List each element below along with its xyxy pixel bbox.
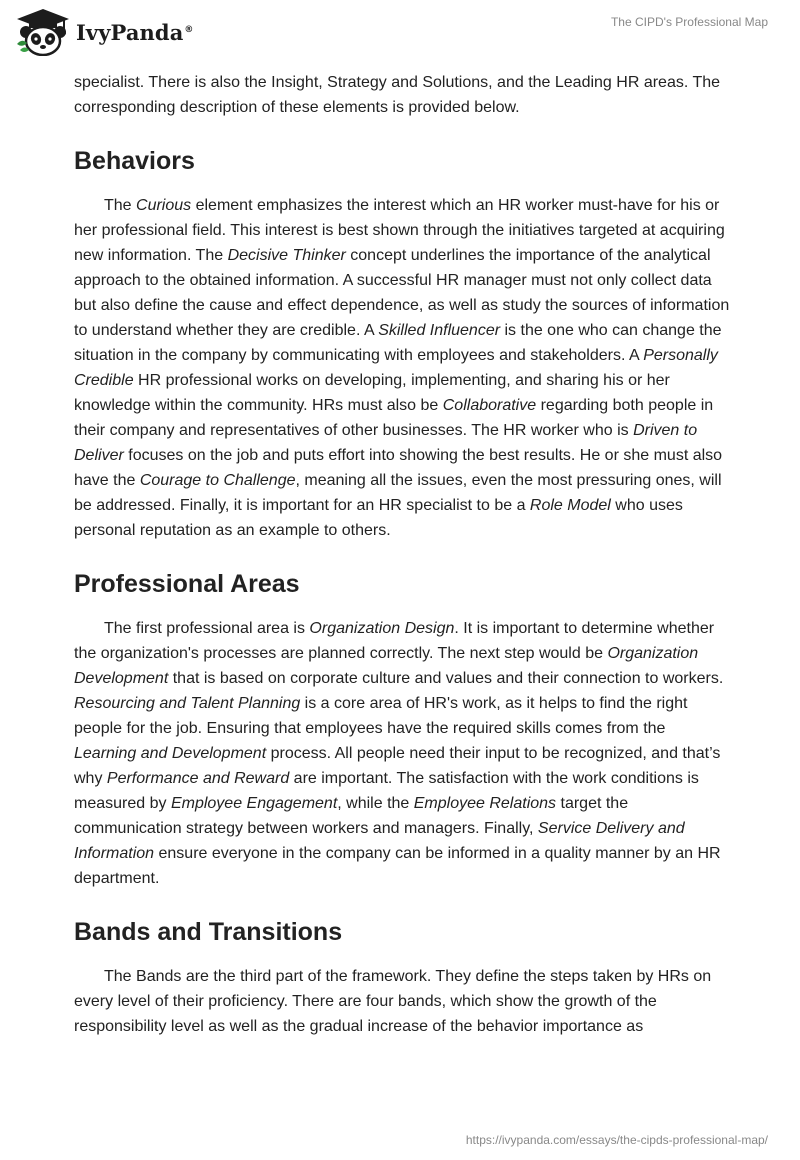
text-run: that is based on corporate culture and values and their connection to workers. bbox=[168, 670, 724, 687]
italic-term: Organization Design bbox=[309, 620, 455, 637]
italic-term: Personally Credible bbox=[74, 347, 718, 389]
text-run: is the one who can change the situation in the company by communicating with employees and stakeholders. A bbox=[74, 322, 722, 364]
registered-mark: ® bbox=[184, 24, 194, 35]
logo-text: IvyPanda bbox=[76, 19, 184, 45]
text-run: The Bands are the third part of the framework. They define the steps taken by HRs on every level of their proficiency. There are four bands, which show the growth of the responsibility level as well as the gradual increase of the behavior importance as bbox=[74, 968, 712, 1035]
italic-term: Role Model bbox=[529, 497, 611, 514]
intro-paragraph: specialist. There is also the Insight, Strategy and Solutions, and the Leading HR areas. The corresponding description of these elements is provided below. bbox=[74, 74, 721, 116]
italic-term: Performance and Reward bbox=[106, 770, 290, 787]
section-heading-bands-transitions: Bands and Transitions bbox=[74, 918, 343, 946]
italic-term: Driven to Deliver bbox=[74, 422, 698, 464]
italic-term: Decisive Thinker bbox=[227, 247, 346, 264]
section-paragraph-behaviors bbox=[74, 193, 730, 543]
italic-term: Service Delivery and Information bbox=[74, 820, 685, 862]
text-run: is a core area of HR's work, as it helps to find the right people for the job. Ensuring that employees have the required skills comes from the bbox=[74, 695, 688, 737]
italic-term: Curious bbox=[136, 197, 192, 214]
text-run: process. All people need their input to be recognized, and that’s why bbox=[74, 745, 721, 787]
italic-term: Courage to Challenge bbox=[139, 472, 296, 489]
italic-term: Learning and Development bbox=[74, 745, 267, 762]
section-heading-behaviors: Behaviors bbox=[74, 147, 195, 175]
section-heading-professional-areas: Professional Areas bbox=[74, 570, 300, 598]
page-header bbox=[0, 0, 800, 60]
italic-term: Employee Engagement bbox=[170, 795, 338, 812]
text-run: regarding both people in their company and representatives of other businesses. The HR worker who is bbox=[74, 397, 714, 439]
text-run: target the communication strategy between workers and managers. Finally, bbox=[74, 795, 629, 837]
text-run: ensure everyone in the company can be informed in a quality manner by an HR department. bbox=[74, 845, 721, 887]
italic-term: Employee Relations bbox=[413, 795, 557, 812]
source-url-link[interactable]: https://ivypanda.com/essays/the-cipds-professional-map/ bbox=[465, 1133, 768, 1147]
text-run: The first professional area is bbox=[104, 620, 310, 637]
text-run: , while the bbox=[337, 795, 414, 812]
panda-graduate-icon bbox=[14, 8, 72, 56]
italic-term: Skilled Influencer bbox=[378, 322, 501, 339]
text-run: element emphasizes the interest which an HR worker must-have for his or her professional field. This interest is best shown through the initiatives targeted at acquiring new information. The bbox=[74, 197, 725, 264]
text-run: concept underlines the importance of the analytical approach to the obtained information. A successful HR manager must not only collect data but also define the cause and effect dependence, as well as study the sources of information to understand whether they are credible. A bbox=[74, 247, 730, 339]
text-run: . It is important to determine whether the organization's processes are planned correctly. The next step would be bbox=[74, 620, 715, 662]
text-run: The bbox=[104, 197, 137, 214]
document-title: The CIPD's Professional Map bbox=[610, 15, 768, 29]
logo-wordmark bbox=[76, 20, 194, 45]
section-paragraph-professional-areas bbox=[74, 616, 730, 891]
site-logo[interactable] bbox=[14, 8, 194, 56]
section-paragraph-bands-transitions bbox=[74, 964, 730, 1039]
italic-term: Organization Development bbox=[74, 645, 699, 687]
italic-term: Collaborative bbox=[442, 397, 537, 414]
text-run: are important. The satisfaction with the work conditions is measured by bbox=[74, 770, 699, 812]
text-run: focuses on the job and puts effort into showing the best results. He or she must also have the bbox=[74, 447, 723, 489]
text-run: , meaning all the issues, even the most pressuring ones, will be addressed. Finally, it is important for an HR specialist to be a bbox=[74, 472, 722, 514]
italic-term: Resourcing and Talent Planning bbox=[74, 695, 301, 712]
text-run: HR professional works on developing, implementing, and sharing his or her knowledge within the community. HRs must also be bbox=[74, 372, 670, 414]
text-run: who uses personal reputation as an example to others. bbox=[74, 497, 683, 539]
essay-content bbox=[74, 70, 730, 1039]
